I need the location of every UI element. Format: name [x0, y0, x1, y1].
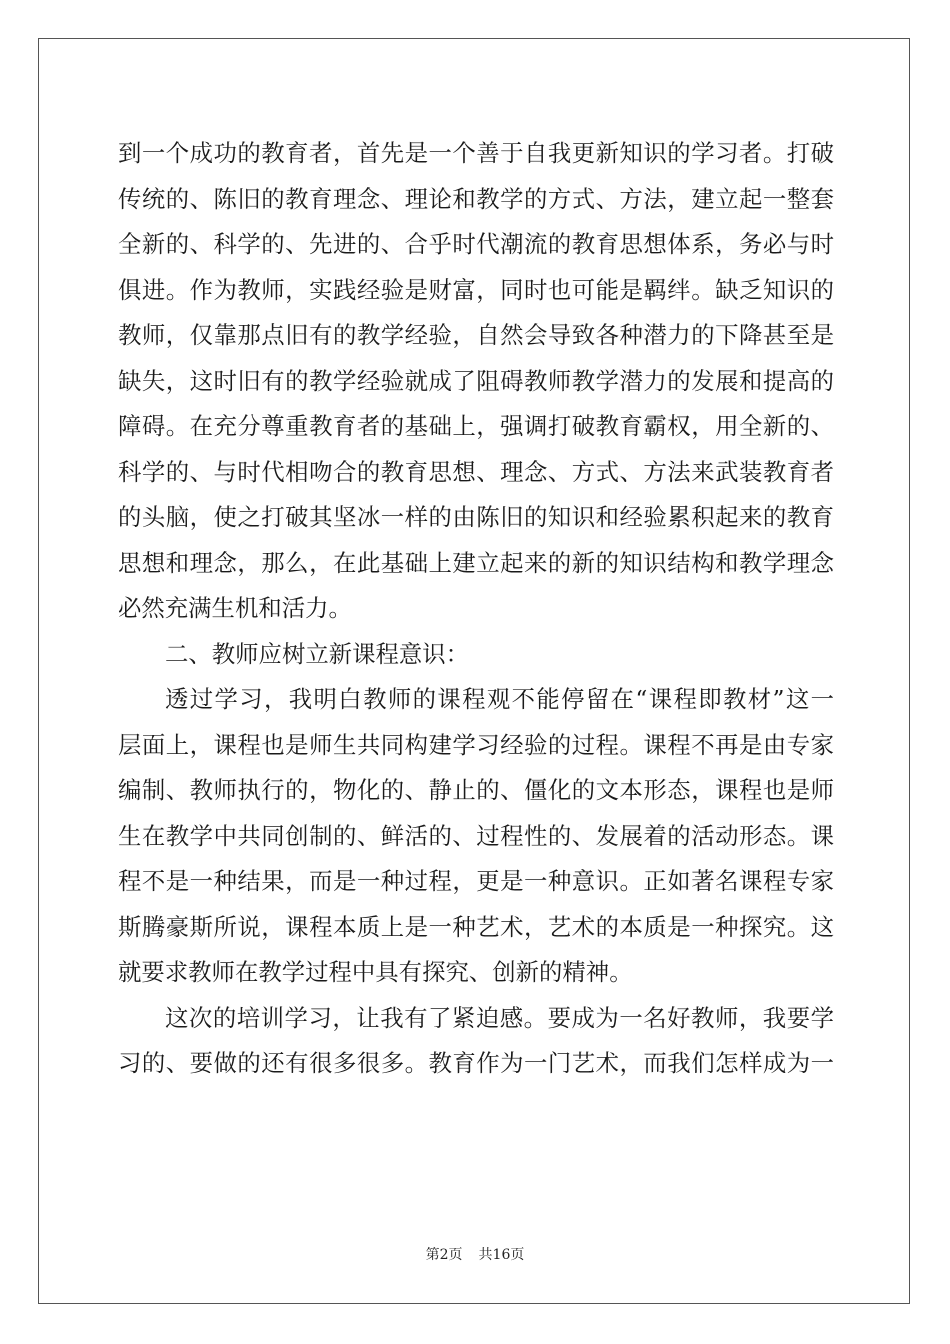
text-line: 科学的、与时代相吻合的教育思想、理念、方式、方法来武装教育者: [118, 457, 834, 486]
text-line: 的头脑，使之打破其坚冰一样的由陈旧的知识和经验累积起来的教育: [118, 503, 834, 531]
text-line: 这次的培训学习，让我有了紧迫感。要成为一名好教师，我要学: [165, 1003, 834, 1032]
text-line: 教师，仅靠那点旧有的教学经验，自然会导致各种潜力的下降甚至是: [118, 321, 834, 349]
text-line: 透过学习，我明白教师的课程观不能停留在“课程即教材”这一: [165, 685, 834, 713]
text-line: 全新的、科学的、先进的、合乎时代潮流的教育思想体系，务必与时: [118, 230, 834, 258]
text-line: 思想和理念，那么，在此基础上建立起来的新的知识结构和教学理念: [118, 548, 834, 577]
text-line: 层面上，课程也是师生共同构建学习经验的过程。课程不再是由专家: [118, 730, 834, 759]
text-line: 到一个成功的教育者，首先是一个善于自我更新知识的学习者。打破: [118, 139, 834, 167]
text-line: 生在教学中共同创制的、鲜活的、过程性的、发展着的活动形态。课: [118, 821, 834, 850]
text-line: 就要求教师在教学过程中具有探究、创新的精神。: [118, 958, 633, 986]
page-number: 第2页: [425, 1247, 463, 1263]
text-line: 传统的、陈旧的教育理念、理论和教学的方式、方法，建立起一整套: [118, 184, 834, 213]
page-footer: [0, 1244, 950, 1264]
text-line: 程不是一种结果，而是一种过程，更是一种意识。正如著名课程专家: [118, 867, 834, 895]
text-line: 二、教师应树立新课程意识：: [165, 639, 470, 668]
text-line: 缺失，这时旧有的教学经验就成了阻碍教师教学潜力的发展和提高的: [118, 366, 834, 395]
text-line: 俱进。作为教师，实践经验是财富，同时也可能是羁绊。缺乏知识的: [118, 275, 834, 304]
text-line: 障碍。在充分尊重教育者的基础上，强调打破教育霸权，用全新的、: [118, 412, 834, 440]
text-line: 必然充满生机和活力。: [118, 594, 352, 622]
text-line: 编制、教师执行的，物化的、静止的、僵化的文本形态，课程也是师: [118, 776, 834, 804]
page-total: 共16页: [478, 1247, 525, 1263]
text-line: 斯腾豪斯所说，课程本质上是一种艺术，艺术的本质是一种探究。这: [118, 912, 834, 941]
text-line: 习的、要做的还有很多很多。教育作为一门艺术，而我们怎样成为一: [118, 1049, 834, 1077]
document-body: [118, 131, 834, 1087]
